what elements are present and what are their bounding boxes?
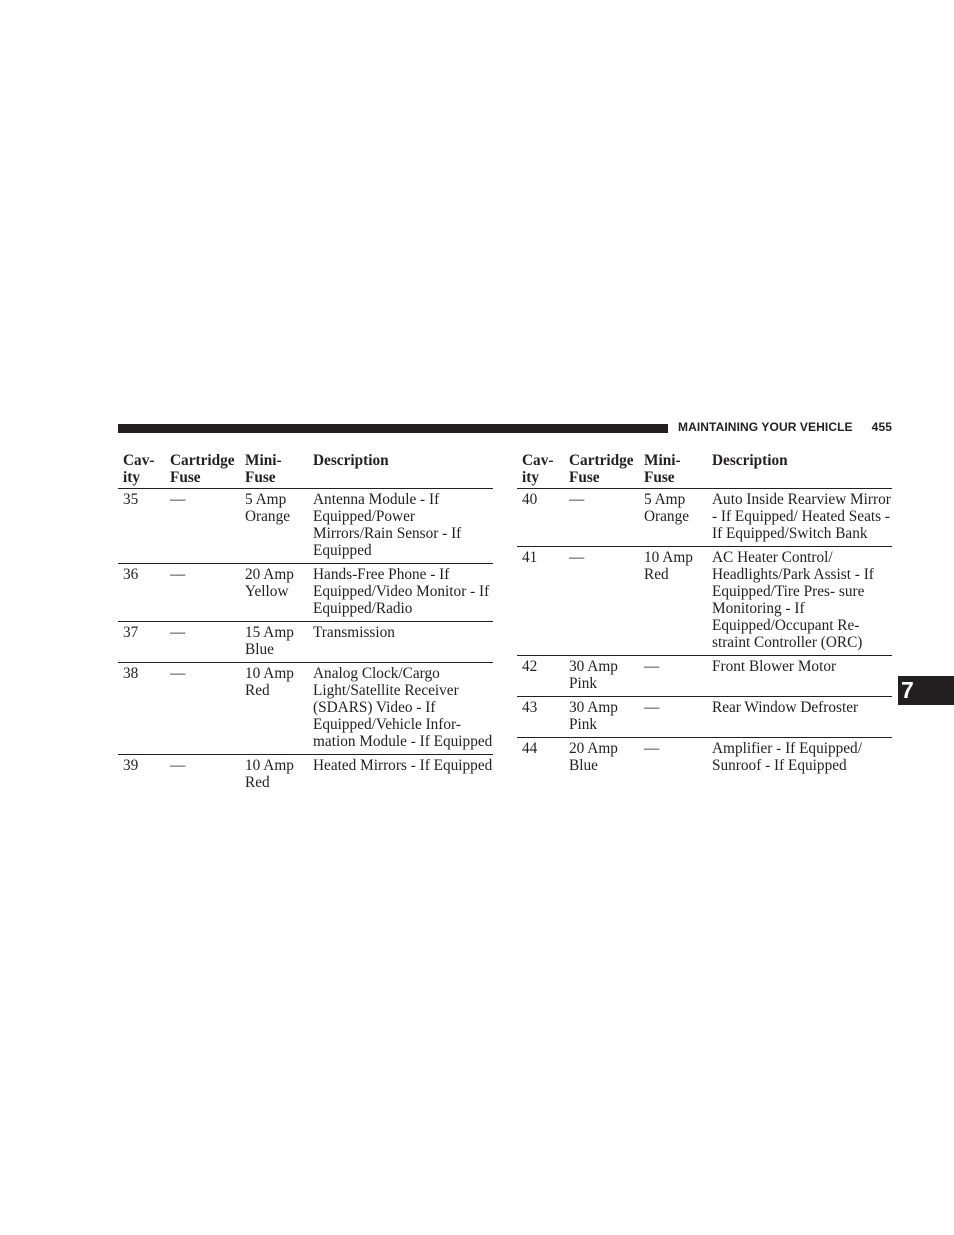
mini-fuse-cell: 10 Amp Red: [245, 665, 294, 699]
table-row: [118, 622, 493, 663]
table-header-row: [118, 452, 493, 489]
cavity-cell: 44: [522, 740, 538, 757]
cartridge-fuse-header: Cartridge Fuse: [170, 452, 235, 486]
cavity-cell: 36: [123, 566, 139, 583]
mini-fuse-cell: 5 Amp Orange: [644, 491, 690, 525]
mini-fuse-cell: —: [644, 658, 660, 675]
cartridge-cell: —: [170, 566, 186, 583]
table-row: [517, 489, 892, 547]
cartridge-cell: 30 Amp Pink: [569, 699, 618, 733]
cavity-header: Cav- ity: [123, 452, 155, 486]
description-cell: Front Blower Motor: [712, 658, 837, 675]
mini-fuse-cell: 10 Amp Red: [245, 757, 294, 791]
cartridge-cell: —: [170, 491, 186, 508]
description-header: Description: [712, 452, 788, 469]
cavity-cell: 37: [123, 624, 139, 641]
fuse-table-left: [118, 452, 493, 795]
cavity-cell: 38: [123, 665, 139, 682]
cavity-header: Cav- ity: [522, 452, 554, 486]
cartridge-cell: —: [569, 549, 585, 566]
description-cell: AC Heater Control/ Headlights/Park Assist - If Equipped/Tire Pres- sure Monitoring - If Equipped/Occupant Re- straint Controller (ORC): [712, 549, 874, 651]
mini-fuse-cell: 15 Amp Blue: [245, 624, 294, 658]
cavity-cell: 39: [123, 757, 139, 774]
description-cell: Heated Mirrors - If Equipped: [313, 757, 493, 774]
mini-fuse-cell: —: [644, 699, 660, 716]
page-number: 455: [871, 420, 892, 434]
chapter-tab: 7: [898, 676, 954, 705]
cavity-cell: 43: [522, 699, 538, 716]
header-rule: [118, 424, 668, 433]
cartridge-fuse-header: Cartridge Fuse: [569, 452, 634, 486]
cavity-cell: 35: [123, 491, 139, 508]
description-cell: Auto Inside Rearview Mirror - If Equipped/ Heated Seats - If Equipped/Switch Bank: [712, 491, 891, 542]
table-row: [118, 755, 493, 796]
table-row: [517, 547, 892, 656]
table-row: [517, 656, 892, 697]
description-cell: Hands-Free Phone - If Equipped/Video Monitor - If Equipped/Radio: [313, 566, 490, 617]
cavity-cell: 40: [522, 491, 538, 508]
cartridge-cell: —: [170, 665, 186, 682]
mini-fuse-header: Mini- Fuse: [245, 452, 282, 486]
description-header: Description: [313, 452, 389, 469]
cartridge-cell: 20 Amp Blue: [569, 740, 618, 774]
table-header-row: [517, 452, 892, 489]
table-row: [517, 738, 892, 779]
mini-fuse-header: Mini- Fuse: [644, 452, 681, 486]
cartridge-cell: —: [170, 757, 186, 774]
cavity-cell: 41: [522, 549, 538, 566]
table-row: [118, 564, 493, 622]
section-title: MAINTAINING YOUR VEHICLE: [678, 420, 853, 434]
table-row: [517, 697, 892, 738]
description-cell: Rear Window Defroster: [712, 699, 859, 716]
mini-fuse-cell: 10 Amp Red: [644, 549, 693, 583]
cavity-cell: 42: [522, 658, 538, 675]
mini-fuse-cell: 20 Amp Yellow: [245, 566, 294, 600]
description-cell: Transmission: [313, 624, 395, 641]
cartridge-cell: 30 Amp Pink: [569, 658, 618, 692]
mini-fuse-cell: —: [644, 740, 660, 757]
fuse-table-right: [517, 452, 892, 778]
description-cell: Analog Clock/Cargo Light/Satellite Receiver (SDARS) Video - If Equipped/Vehicle Infor- mation Module - If Equipped: [313, 665, 493, 750]
mini-fuse-cell: 5 Amp Orange: [245, 491, 291, 525]
description-cell: Amplifier - If Equipped/ Sunroof - If Equipped: [712, 740, 862, 774]
table-row: [118, 663, 493, 755]
cartridge-cell: —: [170, 624, 186, 641]
description-cell: Antenna Module - If Equipped/Power Mirrors/Rain Sensor - If Equipped: [313, 491, 462, 559]
running-header: [678, 420, 892, 434]
table-row: [118, 489, 493, 564]
cartridge-cell: —: [569, 491, 585, 508]
